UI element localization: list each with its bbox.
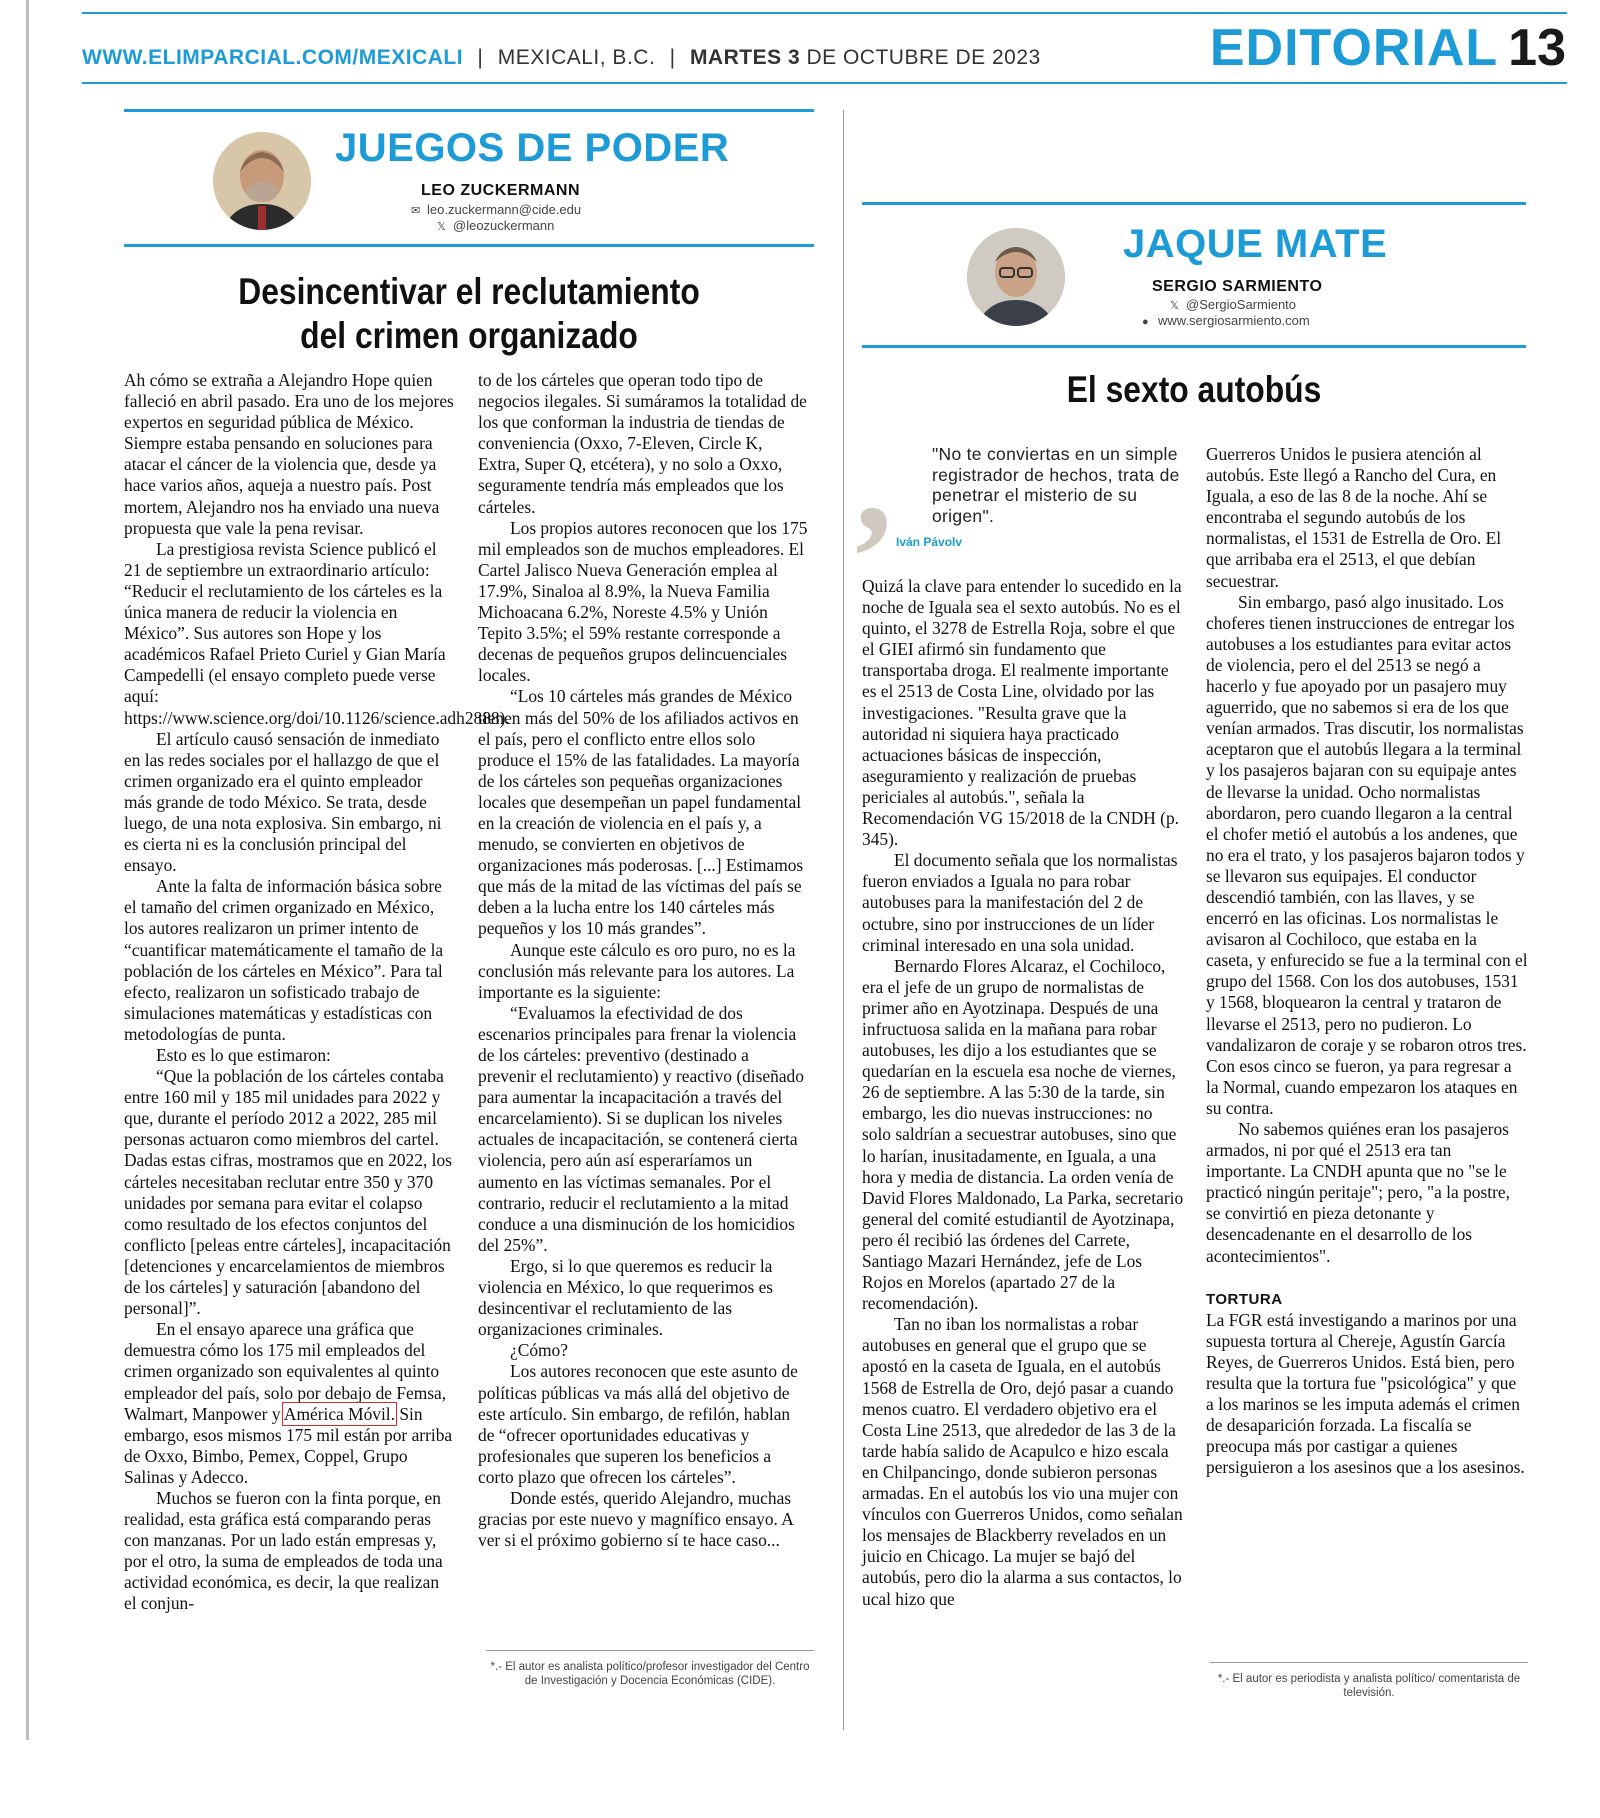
section-label (1210, 18, 1566, 78)
pull-quote: "No te conviertas en un simple registrador de hechos, trata de penetrar el misterio de su origen". (932, 444, 1180, 526)
column-header-rule (862, 345, 1526, 348)
paragraph: La FGR está investigando a marinos por una supuesta tortura al Chereje, Agustín García Reyes, de Guerreros Unidos. Está bien, pero resulta que la tortura fue "psicológica" y que a los marinos se les imputa además el crimen de desaparición forzada. La fiscalía se preocupa más por castigar a quienes persiguieron a los asesinos que a los asesinos. (1206, 1309, 1525, 1478)
paragraph: Aunque este cálculo es oro puro, no es la conclusión más relevante para los autores. La importante es la siguiente: (478, 939, 796, 1002)
paragraph: El artículo causó sensación de inmediato en las redes sociales por el hallazgo de que el crimen organizado era el quinto empleador más grande de todo México. Se trata, desde luego, de una nota explosiva. Sin embargo, ni es cierta ni es la conclusión principal del ensayo. (124, 728, 442, 876)
paragraph: Los propios autores reconocen que los 175 mil empleados son de muchos empleadores. El Cartel Jalisco Nueva Generación emplea al 17.9%, Sinaloa al 8.9%, la Nueva Familia Michoacana 6.2%, Noreste 4.5% y Unión Tepito 3.5%; el 59% restante corresponde a decenas de pequeños grupos delincuenciales locales. (478, 517, 808, 686)
paragraph: Guerreros Unidos le pusiera atención al autobús. Este llegó a Rancho del Cura, en Iguala, a eso de las 8 de la noche. Ahí se encontraba el segundo autobús de los normalistas, el 1531 de Estrella de Oro. El que arribaba era el 2513, el que debían secuestrar. (1206, 444, 1502, 591)
paragraph: Los autores reconocen que este asunto de políticas públicas va más allá del objetivo de este artículo. Sin embargo, de refilón, hablan de “ofrecer oportunidades educativas y profesionales que superen los beneficios a corto plazo que ofrecen los cárteles”. (478, 1361, 798, 1487)
paragraph: Muchos se fueron con la finta porque, en realidad, esta gráfica está comparando peras con manzanas. Por un lado están empresas y, por el otro, la suma de empleados de toda una actividad económica, es decir, la que realizan el conjun- (124, 1487, 443, 1614)
top-rule (82, 12, 1567, 14)
site-url[interactable]: WWW.ELIMPARCIAL.COM/MEXICALI (82, 46, 464, 69)
quote-mark-icon: , (855, 397, 893, 563)
subhead: TORTURA (1206, 1290, 1283, 1308)
right-footnote: *.- El autor es periodista y analista político/ comentarista de televisión. (1217, 1673, 1521, 1699)
footnote-rule (486, 1650, 814, 1651)
author-handle[interactable]: 𝕏 @SergioSarmiento (1170, 297, 1297, 312)
author-photo-zuckermann (213, 132, 311, 230)
left-headline: Desincentivar el reclutamiento del crimen organizado (238, 271, 700, 356)
globe-icon: ● (1142, 316, 1149, 328)
footnote-rule (1210, 1662, 1528, 1663)
paragraph: “Evaluamos la efectividad de dos escenarios principales para frenar la violencia de los cárteles: preventivo (destinado a prevenir el reclutamiento) y reactivo (diseñado para aumentar la incapacitación a través del encarcelamiento). Si se duplican los niveles actuales de incapacitación, se contenerá cierta violencia, pero aún así esperaríamos un aumento en las víctimas semanales. Por el contrario, reducir el reclutamiento a la mitad conduce a una disminución de los homicidios del 25%”. (478, 1002, 804, 1255)
issue-date: MARTES 3 DE OCTUBRE DE 2023 (689, 46, 1041, 69)
author-email[interactable]: ✉ leo.zuckermann@cide.edu (411, 202, 582, 217)
paragraph: La prestigiosa revista Science publicó el 21 de septiembre un extraordinario artículo: “Reducir el reclutamiento de los cárteles es la única manera de reducir la violencia en México”. Sus autores son Hope y los académicos Rafael Prieto Curiel y Gian María Campedelli (el ensayo completo puede verse aquí: https://www.science.org/doi/10.1126/science.adh2888). (124, 538, 510, 728)
left-article-column-1 (124, 370, 510, 1615)
column-title: JUEGOS DE PODER (335, 126, 730, 170)
paragraph: En el ensayo aparece una gráfica que demuestra cómo los 175 mil empleados del crimen organizado son equivalentes al quinto empleador del país, solo por debajo de Femsa, Walmart, Manpower y América Móvil. Sin embargo, esos mismos 175 mil están por arriba de Oxxo, Bimbo, Pemex, Coppel, Grupo Salinas y Adecco. (124, 1319, 453, 1487)
avatar-portrait-icon (967, 228, 1065, 326)
pull-quote-author: Iván Pávolv (896, 535, 963, 549)
author-website[interactable]: ● www.sergiosarmiento.com (1142, 313, 1310, 328)
x-logo-icon: 𝕏 (1170, 300, 1179, 312)
city: MEXICALI, B.C. (497, 46, 656, 69)
paragraph: El documento señala que los normalistas fueron enviados a Iguala no para robar autobuses para la manifestación del 2 de octubre, sino por instrucciones de un líder criminal interesado en una sola unidad. (862, 850, 1178, 955)
column-title: JAQUE MATE (1123, 222, 1388, 266)
column-header-rule (862, 202, 1526, 205)
paragraph: Ergo, si lo que queremos es reducir la violencia en México, lo que requerimos es desincentivar el reclutamiento de las organizaciones criminales. (478, 1255, 774, 1340)
avatar-portrait-icon (213, 132, 311, 230)
paragraph: Quizá la clave para entender lo sucedido en la noche de Iguala sea el sexto autobús. No es el quinto, el 3278 de Estrella Roja, sobre el que el GIEI afirmó sin fundamento que transportaba droga. El realmente importante es el 2513 de Costa Line, olvidado por las investigaciones. "Resulta grave que la autoridad ni siquiera haya practicado actuaciones básicas de inspección, aseguramiento y realización de pruebas periciales al autobús.", señala la Recomendación VG 15/2018 de la CNDH (p. 345). (862, 576, 1182, 850)
right-headline: El sexto autobús (1066, 369, 1322, 410)
paragraph: ¿Cómo? (510, 1340, 568, 1361)
paragraph: “Que la población de los cárteles contaba entre 160 mil y 185 mil unidades para 2022 y que, durante el período 2012 a 2022, 285 mil personas actuaron como miembros del cartel. Dadas estas cifras, mostramos que en 2022, los cárteles necesitaban reclutar entre 350 y 370 unidades por semana para evitar el colapso como resultado de los efectos conjuntos del conflicto [peleas entre cárteles], incapacitación [detenciones y encarcelamientos de miembros de los cárteles] y saturación [abandono del personal]”. (124, 1066, 452, 1319)
x-logo-icon: 𝕏 (437, 221, 446, 233)
column-header-rule (124, 109, 814, 112)
paragraph: Sin embargo, pasó algo inusitado. Los choferes tienen instrucciones de entregar los autobuses a los estudiantes para evitar actos de violencia, pero el del 2513 se negó a hacerlo y fue apoyado por un pasajero muy aguerrido, que no sabemos si era de los que venían armados. Tras discutir, los normalistas aceptaron que el autobús llegara a la terminal y los pasajeros bajaran con su equipaje antes de llevarse la unidad. Ocho normalistas abordaron, pero cuando llegaron a la central el chofer metió el autobús a los andenes, que no era el trato, y los pasajeros bajaron todos y se llevaron sus equipajes. El conductor descendió también, con las llaves, y se encerró en las oficinas. Los normalistas le avisaron al Cochiloco, que estaba en la caseta, y enfurecido se fue a la terminal con el grupo del 1568. Con los dos autobuses, 1531 y 1568, bloquearon la central y trataron de llevarse el 2513, pero no pudieron. Lo vandalizaron de coraje y se robaron otros tres. Con esos cinco se fueron, ya para regresar a la Normal, cuando empezaron los ataques en su contra. (1206, 591, 1528, 1118)
right-article-column-1 (862, 576, 1184, 1610)
paragraph: “Los 10 cárteles más grandes de México tienen más del 50% de los afiliados activos en el país, pero el conflicto entre ellos solo produce el 15% de las fatalidades. La mayoría de los cárteles son pequeñas organizaciones locales que desempeñan un papel fundamental en la creación de violencia en el país y, a menudo, se convierten en objetivos de organizaciones más poderosas. [...] Estimamos que más de la mitad de las víctimas del país se deben a la lucha entre los 140 cárteles más pequeños y los 10 más grandes”. (478, 686, 804, 939)
left-article-column-2 (478, 370, 808, 1551)
masthead-line (82, 46, 1041, 70)
paragraph: to de los cárteles que operan todo tipo de negocios ilegales. Si sumáramos la totalidad de los que conforman la industria de tiendas de conveniencia (Oxxo, 7-Eleven, Circle K, Extra, Super Q, etcétera), y no solo a Oxxo, seguramente tendría más empleados que los cárteles. (478, 370, 807, 517)
author-handle[interactable]: 𝕏 @leozuckermann (437, 218, 555, 233)
paragraph: Tan no iban los normalistas a robar autobuses en general que el grupo que se apostó en la caseta de Iguala, en el autobús 1568 de Estrella de Oro, dejó pasar a cuando menos cuatro. El verdadero objetivo era el Costa Line 2513, que alrededor de las 3 de la tarde había salido de Acapulco e hizo escala en Chilpancingo, donde subieron personas armadas. En el autobús los vio una mujer con vínculos con Guerreros Unidos, como señalan los mensajes de Blackberry revelados en un juicio en Chicago. La mujer se bajó del autobús, pero dio la alarma a sus contactos, lo ucal hizo que (862, 1314, 1183, 1609)
author-name: SERGIO SARMIENTO (1152, 278, 1323, 295)
highlighted-company: América Móvil. (283, 1403, 395, 1424)
right-article-column-2 (1206, 444, 1528, 1479)
paragraph: Esto es lo que estimaron: (156, 1045, 331, 1065)
page-number: 13 (1508, 19, 1566, 77)
author-name: LEO ZUCKERMANN (421, 182, 580, 199)
paragraph: Ah cómo se extraña a Alejandro Hope quien falleció en abril pasado. Era uno de los mejores expertos en seguridad pública de México. Siempre estaba pensando en soluciones para atacar el cáncer de la violencia que, desde ya hace varios años, aqueja a nuestro país. Post mortem, Alejandro nos ha enviado una nueva propuesta que vale la pena revisar. (124, 370, 454, 538)
masthead-rule (82, 82, 1567, 84)
column-divider (843, 110, 844, 1730)
section-name: EDITORIAL (1209, 19, 1499, 77)
paragraph: No sabemos quiénes eran los pasajeros armados, ni por qué el 2513 era tan importante. La CNDH apunta que no "se le practicó ningún peritaje"; pero, "a la postre, se convirtió en pieza detonante y desencadenante en el desarrollo de los acontecimientos". (1206, 1119, 1510, 1266)
paragraph: Ante la falta de información básica sobre el tamaño del crimen organizado en México, los autores realizaron un primer intento de “cuantificar matemáticamente el tamaño de la población de los cárteles en México”. Para tal efecto, realizaron un sofisticado trabajo de simulaciones matemáticas y estadísticas con metodologías de punta. (124, 876, 444, 1044)
left-footnote: *.- El autor es analista político/profesor investigador del Centro de Investigación y Docencia Económicas (CIDE). (490, 1661, 810, 1687)
page-edge (26, 0, 29, 1740)
separator: | (669, 46, 676, 69)
paragraph: Bernardo Flores Alcaraz, el Cochiloco, era el jefe de un grupo de normalistas de primer año en Ayotzinapa. Después de una infructuosa salida en la mañana para robar autobuses, les dijo a los estudiantes que se quedarían en la escuela esa noche de viernes, 26 de septiembre. A las 5:30 de la tarde, sin embargo, les dio nuevas instrucciones: no solo saldrían a secuestrar autobuses, sino que lo harían, inusitadamente, en Iguala, a una hora y media de distancia. La orden venía de David Flores Maldonado, La Parka, secretario general del comité estudiantil de Ayotzinapa, pero él recibió las órdenes del Carrete, Santiago Mazari Hernández, jefe de Los Rojos en Morelos (apartado 27 de la recomendación). (862, 955, 1184, 1314)
separator: | (477, 46, 484, 69)
author-photo-sarmiento (967, 228, 1065, 326)
column-header-rule (124, 244, 814, 247)
paragraph: Donde estés, querido Alejandro, muchas gracias por este nuevo y magnífico ensayo. A ver si el próximo gobierno sí te hace caso... (478, 1487, 793, 1551)
mail-icon: ✉ (411, 205, 421, 217)
